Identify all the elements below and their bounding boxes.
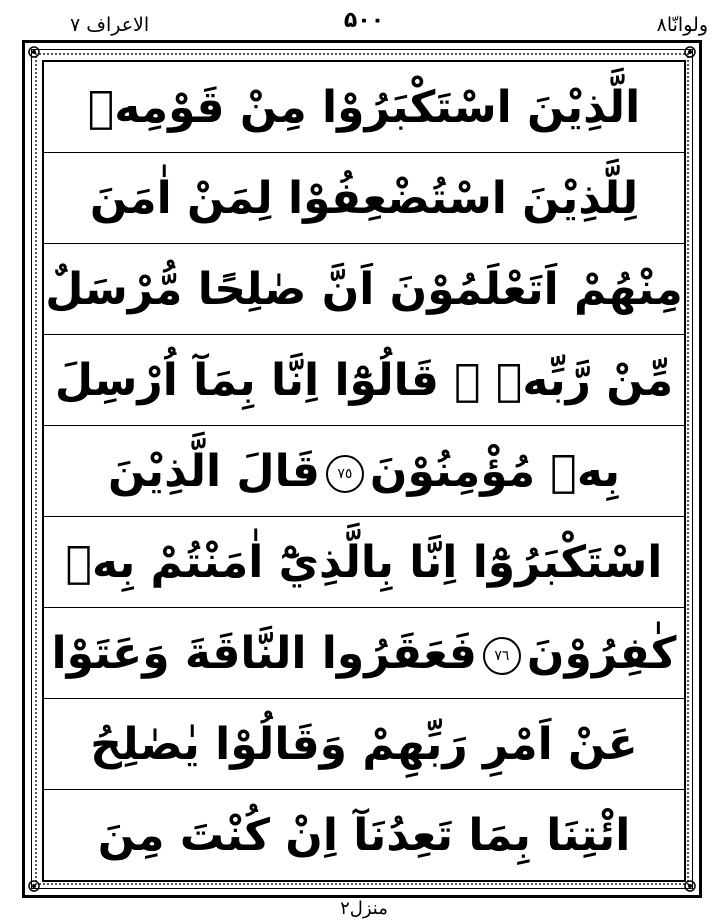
- ayah-number-marker: ٧٥: [326, 455, 364, 493]
- page-header: [0, 0, 728, 42]
- quran-text-area: [42, 60, 686, 882]
- verse-text: فَعَقَرُوا النَّاقَةَ وَعَتَوْا: [51, 627, 477, 679]
- page-number: ۵۰۰: [343, 8, 385, 33]
- text-line: [44, 517, 684, 608]
- text-line: [44, 699, 684, 790]
- verse-text: عَنْ اَمْرِ رَبِّهِمْ وَقَالُوْا يٰصٰلِحُ: [90, 718, 638, 770]
- text-line: [44, 335, 684, 426]
- verse-text: ائْتِنَا بِمَا تَعِدُنَآ اِنْ كُنْتَ مِنَ: [97, 809, 631, 861]
- text-line: [44, 426, 684, 517]
- header-juz-label: ولوانّا٨: [656, 14, 708, 36]
- ayah-number-marker: ٧٦: [483, 637, 521, 675]
- verse-text-with-ayah: [44, 608, 684, 699]
- verse-text: مِّنْ رَّبِّهٖ ۭ قَالُوْٓا اِنَّا بِمَآ اُرْسِلَ: [54, 354, 674, 406]
- text-line: [44, 790, 684, 880]
- verse-text: اسْتَكْبَرُوْٓا اِنَّا بِالَّذِيْٓ اٰمَنْتُمْ بِهٖ: [65, 536, 663, 588]
- text-line: [44, 62, 684, 153]
- verse-text: كٰفِرُوْنَ: [526, 627, 677, 679]
- corner-ornament-icon: [27, 45, 41, 59]
- verse-text: لِلَّذِيْنَ اسْتُضْعِفُوْا لِمَنْ اٰمَنَ: [89, 172, 639, 224]
- corner-ornament-icon: [27, 879, 41, 893]
- verse-text-with-ayah: [98, 426, 630, 517]
- text-line: [44, 608, 684, 699]
- manzil-footer: منزل٢: [340, 898, 388, 919]
- header-surah-label: الاعراف ٧: [70, 14, 150, 36]
- verse-text: الَّذِيْنَ اسْتَكْبَرُوْا مِنْ قَوْمِهٖ: [87, 81, 641, 133]
- text-line: [44, 244, 684, 335]
- verse-text: مِنْهُمْ اَتَعْلَمُوْنَ اَنَّ صٰلِحًا مُّرْسَلٌ: [45, 263, 683, 315]
- corner-ornament-icon: [683, 45, 697, 59]
- text-line: [44, 153, 684, 244]
- verse-text: بِهٖ مُؤْمِنُوْنَ: [369, 445, 621, 497]
- verse-text: قَالَ الَّذِيْنَ: [107, 445, 320, 497]
